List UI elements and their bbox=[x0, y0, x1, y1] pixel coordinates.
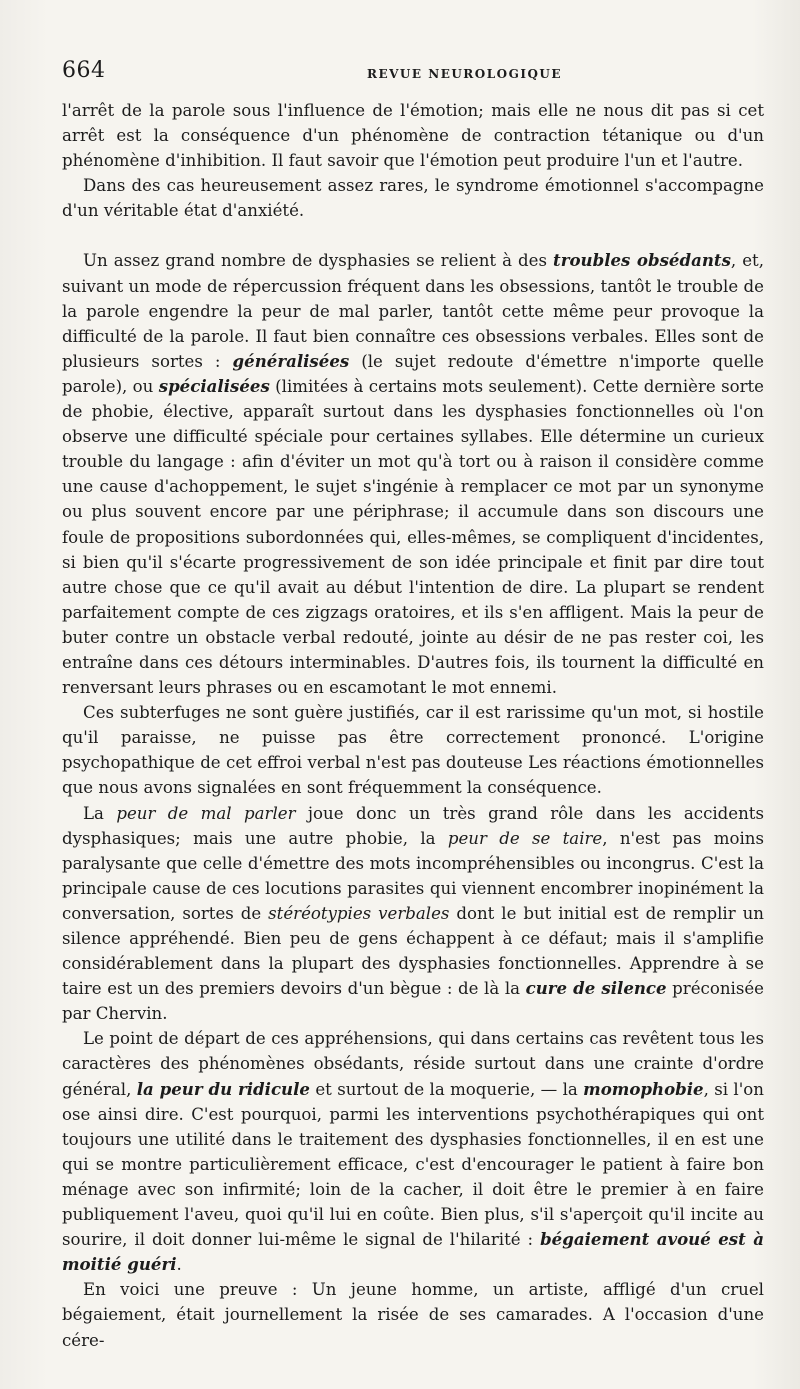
emphasis-term: la peur du ridicule bbox=[136, 1078, 310, 1099]
text-run: préconisée par Chervin. bbox=[62, 979, 764, 1024]
paragraph-2: Dans des cas heureusement assez rares, le syndrome émotionnel s'accompagne d'un véritable état d'anxiété. bbox=[62, 176, 764, 221]
paragraph-6 bbox=[62, 1026, 764, 1277]
paragraph-4: Ces subterfuges ne sont guère justifiés, car il est rarissime qu'un mot, si hostile qu'il paraisse, ne puisse pas être correctement prononcé. L'origine psychopathique de cet effroi verbal n'est pas douteuse Les réactions émotionnelles que nous avons signalées en sont fréquemment la conséquence. bbox=[62, 703, 764, 798]
text-run: et surtout de la moquerie, — la bbox=[309, 1079, 584, 1099]
text-run: dont le but initial est de remplir un silence appréhendé. Bien peu de gens échappent à ce défaut; mais il s'amplifie considérablement dans la plupart des dysphasies fonctionnelles. Apprendre à se taire est un des premiers devoirs d'un bègue : de là la bbox=[62, 903, 764, 999]
text-run: Le point de départ de ces appréhensions, qui dans certains cas revêtent tous les caractères des phénomènes obsédants, réside surtout dans une crainte d'ordre général, bbox=[62, 1029, 764, 1099]
emphasis-term: momophobie bbox=[583, 1078, 704, 1099]
text-run: Un assez grand nombre de dysphasies se relient à des bbox=[83, 251, 554, 271]
paragraph-1: l'arrêt de la parole sous l'influence de l'émotion; mais elle ne nous dit pas si cet arrêt est la conséquence d'un phénomène de contraction tétanique ou d'un phénomène d'inhibition. Il faut savoir que l'émotion peut produire l'un et l'autre. bbox=[62, 101, 764, 171]
text-run: . bbox=[176, 1255, 182, 1275]
emphasis-term: bégaiement avoué est à moitié guéri bbox=[62, 1229, 764, 1275]
emphasis-term: spécialisées bbox=[158, 375, 270, 396]
emphasis-term: peur de mal parler bbox=[116, 803, 296, 823]
text-run: , si l'on ose ainsi dire. C'est pourquoi, parmi les interventions psychothérapiques qui ont toujours une utilité dans le traitement des dysphasies fonctionnelles, il en est une qui se montre particulièrement efficace, c'est d'encourager le patient à faire bon ménage avec son infirmité; loin de la cacher, il doit être le premier à en faire publiquement l'aveu, quoi qu'il lui en coûte. Bien plus, s'il s'aperçoit qu'il incite au sourire, il doit donner lui-même le signal de l'hilarité : bbox=[62, 1079, 764, 1250]
body-text bbox=[62, 98, 764, 1353]
emphasis-term: cure de silence bbox=[525, 978, 667, 999]
paragraph-3 bbox=[62, 248, 764, 700]
running-title: REVUE NEUROLOGIQUE bbox=[367, 67, 563, 81]
page-number: 664 bbox=[62, 58, 106, 83]
text-run: , et, suivant un mode de répercussion fréquent dans les obsessions, tantôt le trouble de la parole engendre la peur de mal parler, tantôt cette même peur provoque la difficulté de la parole. Il faut bien connaître ces obsessions verbales. Elles sont de plusieurs sortes : bbox=[62, 251, 764, 371]
emphasis-term: généralisées bbox=[232, 350, 350, 371]
text-run: joue donc un très grand rôle dans les accidents dysphasiques; mais une autre phobie, la bbox=[62, 803, 764, 848]
page-header bbox=[62, 58, 762, 88]
text-run: (limitées à certains mots seulement). Cette dernière sorte de phobie, élective, apparaît surtout dans les dysphasies fonctionnelles où l'on observe une difficulté spéciale pour certaines syllabes. Elle détermine un curieux trouble du langage : afin d'éviter un mot qu'à tort ou à raison il considère comme une cause d'achoppement, le sujet s'ingénie à remplacer ce mot par un synonyme ou plus souvent encore par une périphrase; il accumule dans son discours une foule de propositions subordonnées qui, elles-mêmes, se compliquent d'incidentes, si bien qu'il s'écarte progressivement de son idée principale et finit par dire tout autre chose que ce qu'il avait au début l'intention de dire. La plupart se rendent parfaitement compte de ces zigzags oratoires, et ils s'en affligent. Mais la peur de buter contre un obstacle verbal redouté, jointe au désir de ne pas rester coi, les entraîne dans ces détours interminables. D'autres fois, ils tournent la difficulté en renversant leurs phrases ou en escamotant le mot ennemi. bbox=[62, 376, 764, 698]
text-run: (le sujet redoute d'émettre n'importe quelle parole), ou bbox=[62, 351, 764, 396]
paragraph-7: En voici une preuve : Un jeune homme, un artiste, affligé d'un cruel bégaiement, était journellement la risée de ses camarades. A l'occasion d'une cére- bbox=[62, 1280, 764, 1350]
emphasis-term: troubles obsédants bbox=[553, 250, 731, 271]
emphasis-term: peur de se taire bbox=[447, 828, 603, 848]
paragraph-5 bbox=[62, 801, 764, 1027]
text-run: , n'est pas moins paralysante que celle d'émettre des mots incompréhensibles ou incongrus. C'est la principale cause de ces locutions parasites qui viennent encombrer inopinément la conversation, sortes de bbox=[62, 828, 764, 923]
text-run: La bbox=[83, 803, 117, 823]
emphasis-term: stéréotypies verbales bbox=[268, 903, 450, 923]
